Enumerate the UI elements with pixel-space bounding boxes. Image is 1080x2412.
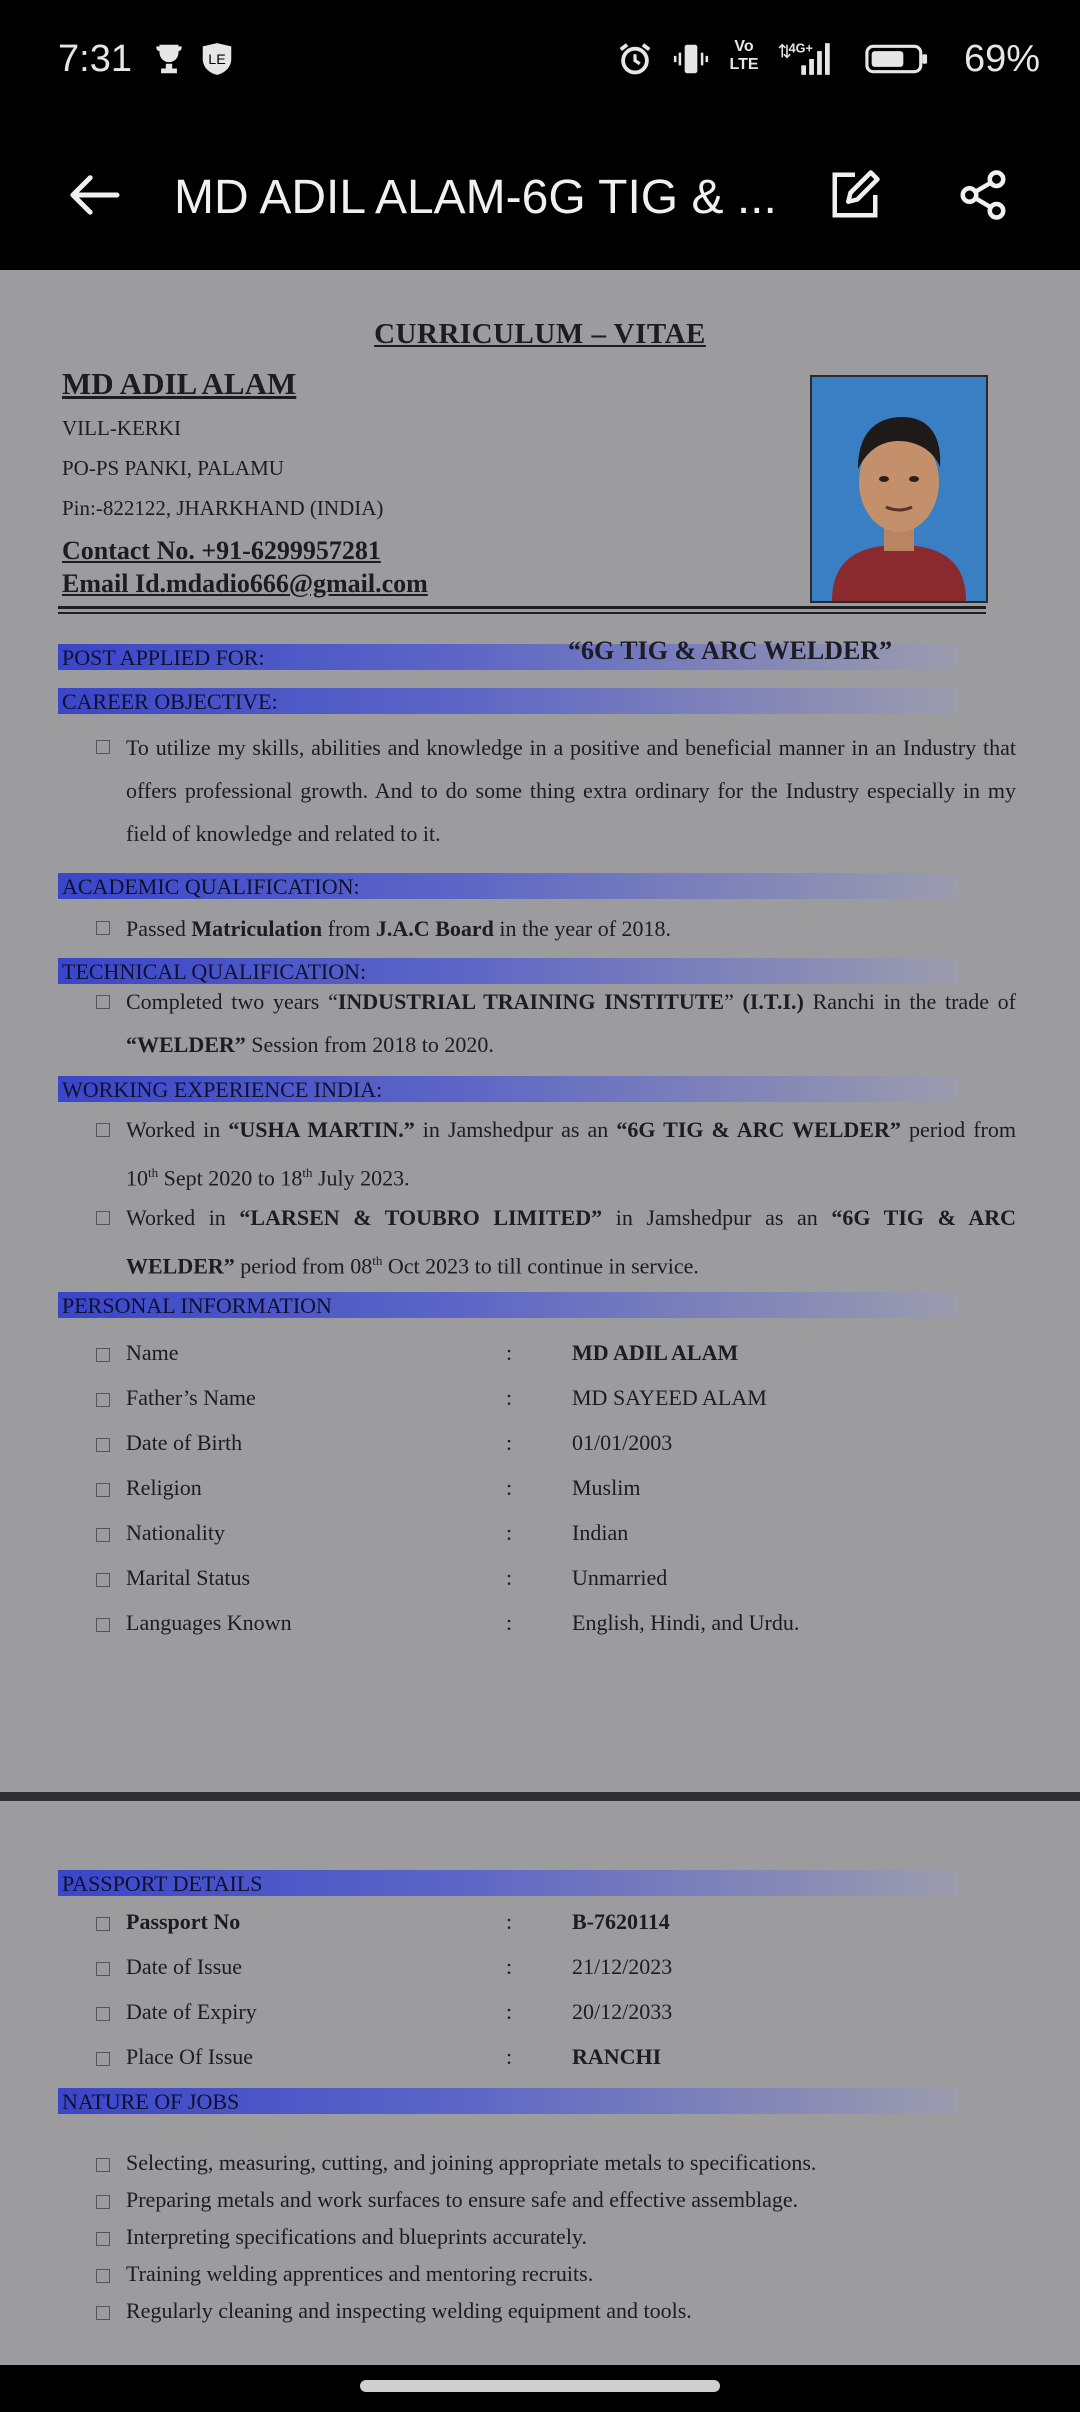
colon: :	[506, 1565, 513, 1590]
colon: :	[506, 1385, 513, 1410]
navigation-bar	[0, 2365, 1080, 2412]
section-title: NATURE OF JOBS	[62, 2089, 240, 2114]
bullet-icon	[96, 1211, 110, 1225]
colon: :	[506, 1954, 513, 1979]
battery-percent: 69%	[963, 38, 1040, 80]
bullet-icon	[96, 740, 110, 754]
colon: :	[506, 2044, 513, 2069]
bullet-icon	[96, 1348, 110, 1362]
contact-number: Contact No. +91-6299957281	[62, 536, 381, 565]
bullet-icon	[96, 1917, 110, 1931]
divider	[58, 606, 986, 614]
page-separator	[0, 1792, 1080, 1801]
work-experience-1: Worked in “USHA MARTIN.” in Jamshedpur as an “6G TIG & ARC WELDER” period from 10th Sept 2020 to 18th July 2023.	[126, 1117, 1016, 1191]
bullet-icon	[96, 1438, 110, 1452]
alarm-icon	[616, 40, 654, 78]
passport-label: Date of Issue	[126, 1954, 243, 1979]
bullet-icon	[96, 2306, 110, 2320]
vibrate-icon	[672, 40, 710, 78]
edit-icon[interactable]	[828, 168, 882, 222]
section-title: TECHNICAL QUALIFICATION:	[62, 959, 367, 984]
section-title: CAREER OBJECTIVE:	[62, 689, 278, 714]
post-applied-value: “6G TIG & ARC WELDER”	[568, 636, 893, 665]
bullet-icon	[96, 1393, 110, 1407]
bullet-icon	[96, 2052, 110, 2066]
job-item: Training welding apprentices and mentoring recruits.	[126, 2261, 594, 2286]
bullet-icon	[96, 2232, 110, 2246]
document-page-2	[0, 1801, 1080, 2365]
personal-label: Marital Status	[126, 1565, 251, 1590]
personal-label: Nationality	[126, 1520, 225, 1545]
svg-text:LE: LE	[208, 51, 226, 68]
section-title: WORKING EXPERIENCE INDIA:	[62, 1077, 383, 1102]
badge-icon	[198, 40, 236, 78]
address-line: PO-PS PANKI, PALAMU	[62, 456, 284, 480]
bullet-icon	[96, 1483, 110, 1497]
address-line: VILL-KERKI	[62, 416, 181, 440]
colon: :	[506, 1475, 513, 1500]
academic-text: Passed Matriculation from J.A.C Board in the year of 2018.	[126, 916, 672, 941]
section-header-career	[58, 688, 958, 714]
personal-label: Languages Known	[126, 1610, 292, 1635]
share-icon[interactable]	[956, 168, 1010, 222]
colon: :	[506, 1610, 513, 1635]
section-header-jobs	[58, 2088, 958, 2114]
section-title: ACADEMIC QUALIFICATION:	[62, 874, 360, 899]
job-item: Regularly cleaning and inspecting welding equipment and tools.	[126, 2298, 692, 2323]
passport-value: 21/12/2023	[572, 1954, 673, 1979]
trophy-icon	[150, 40, 188, 78]
volte-icon: Vo LTE	[729, 38, 759, 73]
bullet-icon	[96, 1573, 110, 1587]
personal-value: MD SAYEED ALAM	[572, 1385, 767, 1410]
colon: :	[506, 1340, 513, 1365]
document-page-1	[0, 270, 1080, 1792]
technical-text: Completed two years “INDUSTRIAL TRAINING INSTITUTE” (I.T.I.) Ranchi in the trade of “WELDER” Session from 2018 to 2020.	[126, 989, 1016, 1057]
passport-label: Passport No	[126, 1909, 241, 1934]
job-item: Interpreting specifications and blueprints accurately.	[126, 2224, 588, 2249]
bullet-icon	[96, 1123, 110, 1137]
status-time: 7:31	[58, 38, 132, 80]
section-header-passport	[58, 1870, 958, 1896]
passport-label: Date of Expiry	[126, 1999, 257, 2024]
bullet-icon	[96, 1962, 110, 1976]
job-item: Preparing metals and work surfaces to ensure safe and effective assemblage.	[126, 2187, 799, 2212]
bullet-icon	[96, 995, 110, 1009]
cv-title: CURRICULUM – VITAE	[374, 318, 706, 350]
personal-label: Name	[126, 1340, 179, 1365]
bullet-icon	[96, 1618, 110, 1632]
career-objective-text: To utilize my skills, abilities and knowledge in a positive and beneficial manner in an Industry that offers professional growth. And to do some thing extra ordinary for the Industry especially in my field of knowledge and related to it.	[126, 735, 1016, 846]
section-title: PASSPORT DETAILS	[62, 1871, 263, 1896]
document-title: MD ADIL ALAM-6G TIG & ...	[174, 171, 777, 224]
personal-value: Muslim	[572, 1475, 641, 1500]
personal-value: Unmarried	[572, 1565, 668, 1590]
document-viewer[interactable]	[0, 270, 1080, 2365]
personal-value: 01/01/2003	[572, 1430, 673, 1455]
bullet-icon	[96, 2158, 110, 2172]
colon: :	[506, 1999, 513, 2024]
profile-photo	[810, 375, 988, 603]
status-bar	[0, 0, 1080, 120]
section-header-academic	[58, 873, 958, 899]
personal-value: Indian	[572, 1520, 629, 1545]
passport-value: 20/12/2033	[572, 1999, 673, 2024]
bullet-icon	[96, 2195, 110, 2209]
bullet-icon	[96, 2269, 110, 2283]
passport-label: Place Of Issue	[126, 2044, 254, 2069]
personal-label: Date of Birth	[126, 1430, 243, 1455]
section-header-work	[58, 1076, 958, 1102]
home-gesture-handle[interactable]	[360, 2380, 720, 2392]
app-bar	[0, 120, 1080, 270]
bullet-icon	[96, 2007, 110, 2021]
bullet-icon	[96, 921, 110, 935]
email-address: Email Id.mdadio666@gmail.com	[62, 569, 428, 598]
colon: :	[506, 1909, 513, 1934]
section-title: POST APPLIED FOR:	[62, 645, 265, 670]
personal-value: English, Hindi, and Urdu.	[572, 1610, 800, 1635]
address-line: Pin:-822122, JHARKHAND (INDIA)	[62, 496, 384, 520]
svg-text:4G+: 4G+	[788, 41, 813, 56]
passport-value: RANCHI	[572, 2044, 662, 2069]
signal-4g-icon	[778, 40, 834, 78]
personal-label: Religion	[126, 1475, 202, 1500]
job-item: Selecting, measuring, cutting, and joining appropriate metals to specifications.	[126, 2150, 817, 2175]
colon: :	[506, 1430, 513, 1455]
bullet-icon	[96, 1528, 110, 1542]
candidate-name: MD ADIL ALAM	[62, 366, 297, 401]
work-experience-2: Worked in “LARSEN & TOUBRO LIMITED” in Jamshedpur as an “6G TIG & ARC WELDER” period from 08th Oct 2023 to till continue in service.	[126, 1205, 1016, 1279]
section-title: PERSONAL INFORMATION	[62, 1293, 332, 1318]
back-arrow-icon[interactable]	[66, 172, 122, 218]
battery-icon	[862, 40, 932, 78]
personal-label: Father’s Name	[126, 1385, 256, 1410]
colon: :	[506, 1520, 513, 1545]
passport-value: B-7620114	[572, 1909, 670, 1934]
personal-value: MD ADIL ALAM	[572, 1340, 739, 1365]
section-header-personal	[58, 1292, 958, 1318]
